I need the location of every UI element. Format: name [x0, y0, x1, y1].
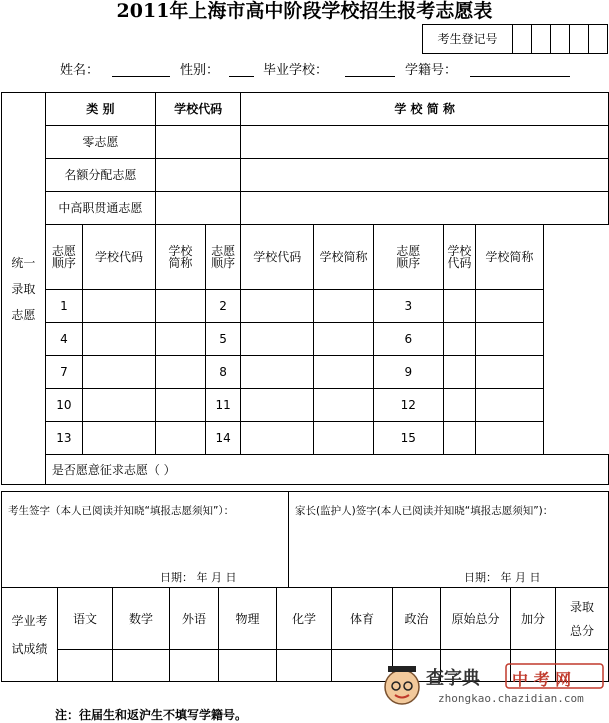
- short-cell[interactable]: [314, 356, 374, 389]
- score-cell[interactable]: [113, 650, 170, 682]
- code-cell[interactable]: [241, 389, 314, 422]
- short-header: 学校简称: [314, 225, 374, 290]
- subject-chemistry: 化学: [277, 588, 332, 650]
- order-number: 1: [45, 290, 82, 323]
- short-cell[interactable]: [155, 290, 205, 323]
- row-vocational-preference: 中高职贯通志愿: [45, 192, 155, 225]
- registration-digit-cell[interactable]: [570, 25, 589, 53]
- footnote: 注：往届生和返沪生不填写学籍号。: [55, 708, 248, 722]
- registration-digit-cell[interactable]: [532, 25, 551, 53]
- short-cell[interactable]: [476, 290, 544, 323]
- registration-digit-cell[interactable]: [551, 25, 570, 53]
- name-field[interactable]: [112, 62, 170, 77]
- code-header: 学校代码: [241, 225, 314, 290]
- header-category: 类 别: [45, 93, 155, 126]
- application-form-table: [1, 92, 609, 485]
- quota-code-cell[interactable]: [155, 159, 240, 192]
- row-zero-preference: 零志愿: [45, 126, 155, 159]
- short-header: 学校简称: [476, 225, 544, 290]
- order-header: 志愿 顺序: [373, 225, 443, 290]
- registration-digit-cell[interactable]: [513, 25, 532, 53]
- short-cell[interactable]: [155, 422, 205, 455]
- order-number: 11: [205, 389, 240, 422]
- short-cell[interactable]: [314, 389, 374, 422]
- order-number: 15: [373, 422, 443, 455]
- order-number: 13: [45, 422, 82, 455]
- code-cell[interactable]: [443, 422, 475, 455]
- raw-total-header: 原始总分: [441, 588, 511, 650]
- short-cell[interactable]: [155, 356, 205, 389]
- short-cell[interactable]: [476, 389, 544, 422]
- code-header: 学校代码: [443, 225, 475, 290]
- student-signature-cell[interactable]: [2, 492, 289, 588]
- code-cell[interactable]: [83, 290, 156, 323]
- code-cell[interactable]: [83, 356, 156, 389]
- score-cell[interactable]: [58, 650, 113, 682]
- order-number: 8: [205, 356, 240, 389]
- registration-number-box: [422, 24, 608, 54]
- vocational-short-cell[interactable]: [241, 192, 609, 225]
- parent-signature-label: 家长(监护人)签字(本人已阅读并知晓“填报志愿须知”)：: [295, 505, 554, 517]
- order-number: 4: [45, 323, 82, 356]
- row-quota-preference: 名额分配志愿: [45, 159, 155, 192]
- parent-date: 日期： 年 月 日: [464, 571, 541, 584]
- short-cell[interactable]: [155, 323, 205, 356]
- gender-label: 性别：: [180, 63, 220, 78]
- bonus-header: 加分: [511, 588, 556, 650]
- order-number: 2: [205, 290, 240, 323]
- code-cell[interactable]: [241, 323, 314, 356]
- code-cell[interactable]: [83, 422, 156, 455]
- subject-politics: 政治: [393, 588, 441, 650]
- student-id-label: 学籍号：: [405, 63, 458, 78]
- student-id-field[interactable]: [470, 62, 570, 77]
- scores-row-label: 学业考 试成绩: [2, 588, 58, 682]
- student-date: 日期： 年 月 日: [160, 571, 237, 584]
- watermark-url: zhongkao.chazidian.com: [438, 692, 584, 705]
- score-cell[interactable]: [170, 650, 219, 682]
- order-number: 7: [45, 356, 82, 389]
- order-number: 5: [205, 323, 240, 356]
- order-number: 12: [373, 389, 443, 422]
- code-cell[interactable]: [443, 389, 475, 422]
- vocational-code-cell[interactable]: [155, 192, 240, 225]
- short-cell[interactable]: [314, 422, 374, 455]
- graduation-cap-icon: [388, 666, 416, 672]
- order-header: 志愿 顺序: [205, 225, 240, 290]
- code-cell[interactable]: [443, 290, 475, 323]
- short-cell[interactable]: [314, 323, 374, 356]
- short-header: 学校 简称: [155, 225, 205, 290]
- code-cell[interactable]: [241, 290, 314, 323]
- order-number: 10: [45, 389, 82, 422]
- subject-foreign-language: 外语: [170, 588, 219, 650]
- short-cell[interactable]: [314, 290, 374, 323]
- solicit-preference-row[interactable]: 是否愿意征求志愿（ ）: [45, 455, 608, 485]
- gender-field[interactable]: [229, 62, 254, 77]
- subject-chinese: 语文: [58, 588, 113, 650]
- order-number: 6: [373, 323, 443, 356]
- watermark-site: 查字典: [426, 668, 480, 689]
- signature-table: [1, 491, 609, 588]
- zero-short-cell[interactable]: [241, 126, 609, 159]
- subject-physics: 物理: [219, 588, 277, 650]
- quota-short-cell[interactable]: [241, 159, 609, 192]
- registration-label: 考生登记号: [423, 25, 513, 53]
- order-number: 14: [205, 422, 240, 455]
- code-cell[interactable]: [443, 356, 475, 389]
- registration-digit-cell[interactable]: [589, 25, 607, 53]
- code-cell[interactable]: [241, 356, 314, 389]
- code-cell[interactable]: [83, 323, 156, 356]
- student-signature-label: 考生签字（本人已阅读并知晓“填报志愿须知”）：: [8, 505, 235, 517]
- code-header: 学校代码: [83, 225, 156, 290]
- score-cell[interactable]: [277, 650, 332, 682]
- short-cell[interactable]: [155, 389, 205, 422]
- short-cell[interactable]: [476, 422, 544, 455]
- code-cell[interactable]: [241, 422, 314, 455]
- mascot-icon: [385, 670, 419, 704]
- header-school-code: 学校代码: [155, 93, 240, 126]
- subject-math: 数学: [113, 588, 170, 650]
- unified-section-label: 统一 录取 志愿: [2, 93, 46, 485]
- parent-signature-cell[interactable]: [289, 492, 609, 588]
- order-number: 9: [373, 356, 443, 389]
- order-header: 志愿 顺序: [45, 225, 82, 290]
- zero-code-cell[interactable]: [155, 126, 240, 159]
- school-field[interactable]: [345, 62, 395, 77]
- watermark-channel: 中 考 网: [512, 670, 572, 689]
- form-title: 2011年上海市高中阶段学校招生报考志愿表: [116, 0, 493, 22]
- short-cell[interactable]: [476, 356, 544, 389]
- school-label: 毕业学校：: [263, 63, 329, 78]
- admission-total-header: 录取 总分: [556, 588, 609, 650]
- watermark-logo: [380, 660, 608, 710]
- order-number: 3: [373, 290, 443, 323]
- short-cell[interactable]: [476, 323, 544, 356]
- header-school-short: 学 校 简 称: [241, 93, 609, 126]
- subject-pe: 体育: [332, 588, 393, 650]
- code-cell[interactable]: [443, 323, 475, 356]
- name-label: 姓名：: [60, 63, 100, 78]
- code-cell[interactable]: [83, 389, 156, 422]
- score-cell[interactable]: [219, 650, 277, 682]
